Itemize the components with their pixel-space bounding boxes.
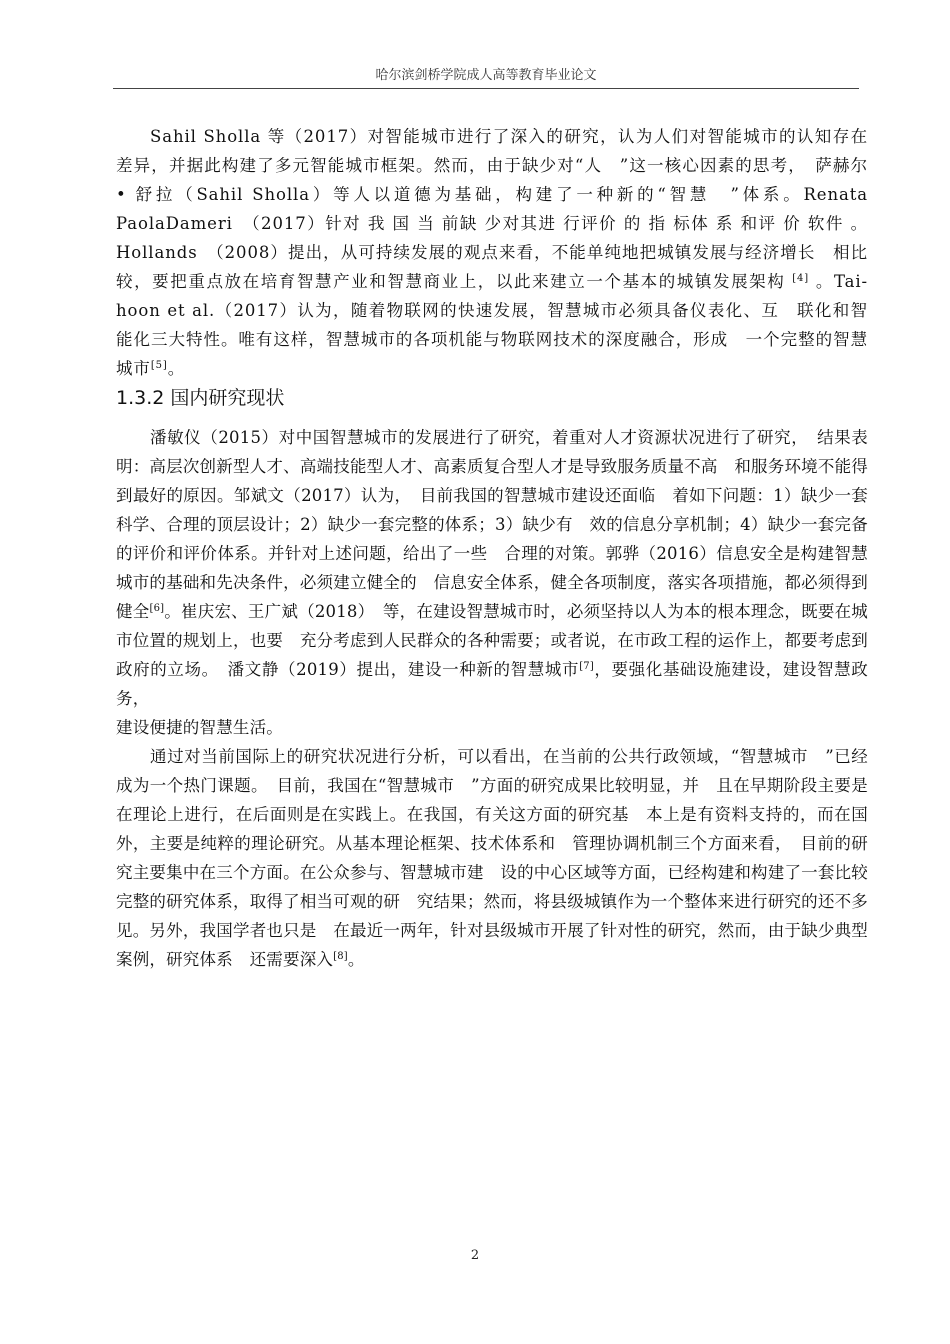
text-run: 。Tai-hoon et al.（2017）认为，随着物联网的快速发展，智慧城市必须具备仪表化、互 联化和智能化三大特性。唯有这样，智慧城市的各项机能与物联网技术的深度融合，形成 一个完整的智慧城市: [116, 272, 869, 378]
citation-5: [5]: [150, 360, 168, 371]
citation-8: [8]: [333, 951, 348, 962]
citation-7: [7]: [579, 661, 594, 672]
paragraph-domestic-research: [116, 423, 868, 713]
document-body: [116, 122, 886, 974]
text-run: 。: [347, 950, 365, 969]
header-divider: [113, 88, 859, 89]
section-heading-1-3-2: 1.3.2 国内研究现状: [116, 387, 285, 409]
page-number: 2: [470, 1248, 480, 1263]
text-run: Sahil Sholla 等（2017）对智能城市进行了深入的研究，认为人们对智能城市的认知存在差异，并据此构建了多元智能城市框架。然而，由于缺少对“人 ”这一核心因素的思考， 萨赫尔 • 舒拉（Sahil Sholla）等人以道德为基础，构建了一种新的“智慧 ”体系。Renata PaolaDameri （2017）针对 我 国 当 前缺 少对其进 行评价 的 指 标体 系 和评 价 软件 。 Hollands （2008）提出，从可持续发展的观点来看，不能单纯地把城镇发展与经济增长 相比较，要把重点放在培育智慧产业和智慧商业上，以此来建立一个基本的城镇发展架构: [116, 127, 886, 291]
citation-4: [4]: [792, 273, 810, 284]
paragraph-international-research: [116, 122, 886, 383]
text-run: 。: [167, 359, 186, 378]
text-run: 。崔庆宏、王广斌（2018） 等，在建设智慧城市时，必须坚持以人为本的根本理念，既要在城市位置的规划上，也要 充分考虑到人民群众的各种需要；或者说，在市政工程的运作上，都要考虑到政府的立场。 潘文静（2019）提出，建设一种新的智慧城市: [116, 602, 868, 679]
paragraph-continuation-line: 建设便捷的智慧生活。: [116, 718, 283, 737]
text-run: 通过对当前国际上的研究状况进行分析，可以看出，在当前的公共行政领域，“智慧城市 ”已经成为一个热门课题。 目前，我国在“智慧城市 ”方面的研究成果比较明显，并 且在早期阶段主要是在理论上进行，在后面则是在实践上。在我国，有关这方面的研究基 本上是有资料支持的，而在国外，主要是纯粹的理论研究。从基本理论框架、技术体系和 管理协调机制三个方面来看， 目前的研究主要集中在三个方面。在公众参与、智慧城市建 设的中心区域等方面，已经构建和构建了一套比较完整的研究体系，取得了相当可观的研 究结果；然而，将县级城镇作为一个整体来进行研究的还不多见。另外，我国学者也只是 在最近一两年，针对县级城市开展了针对性的研究，然而，由于缺少典型案例，研究体系 还需要深入: [116, 747, 868, 969]
page-header: 哈尔滨剑桥学院成人高等教育毕业论文: [375, 68, 597, 83]
citation-6: [6]: [149, 603, 165, 614]
text-run: 潘敏仪（2015）对中国智慧城市的发展进行了研究，着重对人才资源状况进行了研究， 结果表明：高层次创新型人才、高端技能型人才、高素质复合型人才是导致服务质量不高 和服务环境不能得到最好的原因。邹斌文（2017）认为， 目前我国的智慧城市建设还面临 着如下问题：1）缺少一套科学、合理的顶层设计；2）缺少一套完整的体系；3）缺少有 效的信息分享机制；4）缺少一套完备的评价和评价体系。并针对上述问题，给出了一些 合理的对策。郭骅（2016）信息安全是构建智慧城市的基础和先决条件，必须建立健全的 信息安全体系，健全各项制度，落实各项措施，都必须得到健全: [116, 428, 868, 621]
paragraph-research-summary: [116, 742, 868, 974]
text-run: ，要强化基础设施建设，建设智慧政务，: [116, 660, 869, 708]
